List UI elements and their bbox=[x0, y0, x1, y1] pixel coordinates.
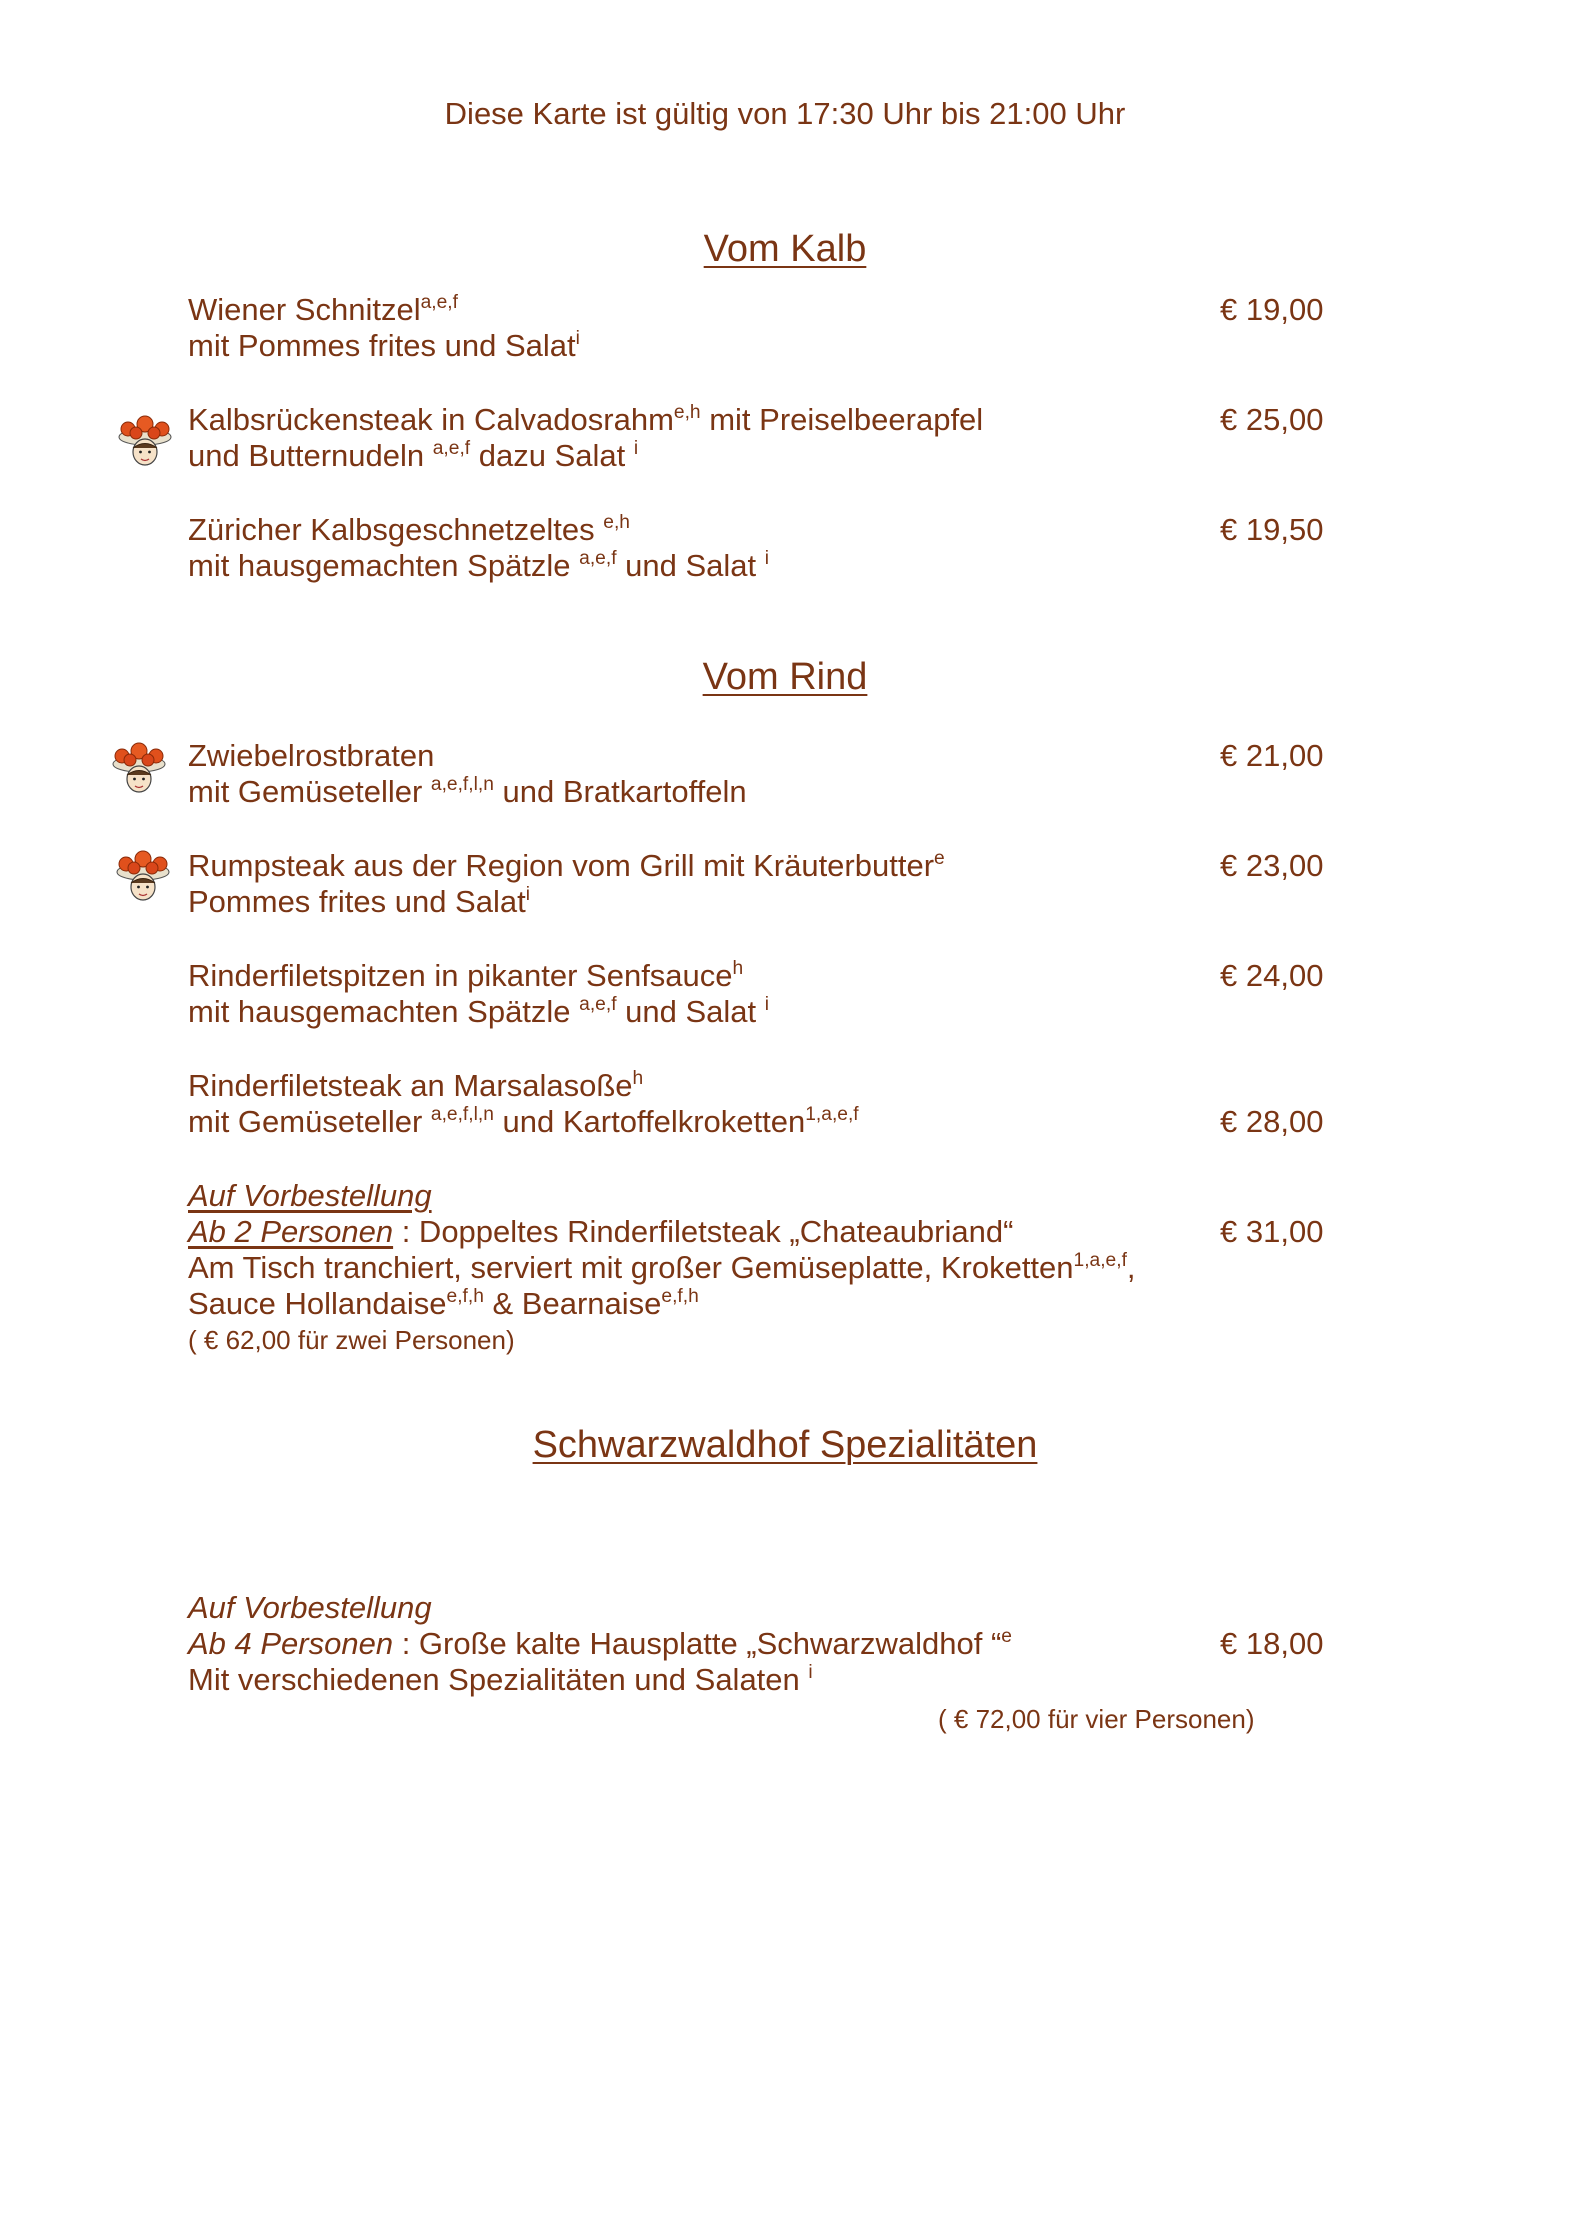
allergen-code: e,h bbox=[603, 512, 630, 534]
item-price: € 25,00 bbox=[1220, 402, 1324, 437]
item-side: mit hausgemachten Spätzle $^{a,e,f}$ und Salat $^i$ bbox=[188, 994, 770, 1029]
item-side: mit Gemüseteller $^{a,e,f,l,n}$ und Kartoffelkroketten$^{1,a,e,f}$ bbox=[188, 1104, 859, 1139]
allergen-code: i bbox=[764, 548, 770, 570]
allergen-code: a,e,f bbox=[579, 548, 617, 570]
allergen-code: a,e,f bbox=[420, 292, 458, 314]
persons-label: Ab 4 Personen bbox=[188, 1626, 394, 1661]
allergen-code: a,e,f,l,n bbox=[430, 774, 494, 796]
item-price: € 19,00 bbox=[1220, 292, 1324, 327]
item-name: Kalbsrückensteak in Calvadosrahm$^{e,h}$ mit Preiselbeerapfel bbox=[188, 402, 984, 437]
item-side: mit hausgemachten Spätzle $^{a,e,f}$ und Salat $^i$ bbox=[188, 548, 770, 583]
item-price: € 18,00 bbox=[1220, 1626, 1324, 1661]
group-price-note: ( € 72,00 für vier Personen) bbox=[938, 1704, 1255, 1734]
allergen-code: h bbox=[732, 958, 744, 980]
item-side: Pommes frites und Salat$^i$ bbox=[188, 884, 530, 919]
allergen-code: i bbox=[808, 1662, 813, 1684]
item-price: € 28,00 bbox=[1220, 1104, 1324, 1139]
bollenhut-icon bbox=[116, 415, 174, 469]
item-name: Rinderfiletspitzen in pikanter Senfsauce$^h$ bbox=[188, 958, 744, 993]
item-description: Am Tisch tranchiert, serviert mit großer Gemüseplatte, Kroketten$^{1,a,e,f}$, bbox=[188, 1250, 1136, 1285]
item-name: Züricher Kalbsgeschnetzeltes $^{e,h}$ bbox=[188, 512, 630, 547]
preorder-label: Auf Vorbestellung bbox=[188, 1178, 432, 1213]
allergen-code: i bbox=[633, 438, 639, 460]
allergen-code: e bbox=[1001, 1626, 1012, 1648]
allergen-code: e,f,h bbox=[661, 1286, 699, 1308]
item-name: Rinderfiletsteak an Marsalasoße$^h$ bbox=[188, 1068, 644, 1103]
persons-label: Ab 2 Personen bbox=[188, 1214, 394, 1249]
item-price: € 19,50 bbox=[1220, 512, 1324, 547]
allergen-code: a,e,f bbox=[579, 994, 617, 1016]
allergen-code: e,f,h bbox=[446, 1286, 484, 1308]
item-price: € 24,00 bbox=[1220, 958, 1324, 993]
section-title-kalb: Vom Kalb bbox=[703, 228, 867, 270]
allergen-code: h bbox=[632, 1068, 644, 1090]
section-title-rind: Vom Rind bbox=[702, 656, 868, 698]
item-price: € 21,00 bbox=[1220, 738, 1324, 773]
allergen-code: a,e,f bbox=[432, 438, 471, 460]
item-name: Ab 4 Personen : Große kalte Hausplatte „Schwarzwaldhof “$^e$ bbox=[188, 1626, 1012, 1661]
bollenhut-icon bbox=[110, 742, 168, 796]
allergen-code: i bbox=[525, 884, 530, 906]
item-side: Mit verschiedenen Spezialitäten und Salaten $^i$ bbox=[188, 1662, 813, 1697]
allergen-code: a,e,f,l,n bbox=[430, 1104, 494, 1126]
item-side: und Butternudeln $^{a,e,f}$ dazu Salat $^i$ bbox=[188, 438, 639, 473]
allergen-code: 1,a,e,f bbox=[1073, 1250, 1127, 1272]
item-description: Sauce Hollandaise$^{e,f,h}$ & Bearnaise$^{e,f,h}$ bbox=[188, 1286, 699, 1321]
allergen-code: i bbox=[575, 328, 580, 350]
allergen-code: i bbox=[764, 994, 770, 1016]
item-name: Rumpsteak aus der Region vom Grill mit Kräuterbutter$^e$ bbox=[188, 848, 945, 883]
preorder-label: Auf Vorbestellung bbox=[188, 1590, 432, 1625]
allergen-code: e,h bbox=[673, 402, 701, 424]
allergen-code: e bbox=[934, 848, 945, 870]
item-side: mit Pommes frites und Salat$^i$ bbox=[188, 328, 580, 363]
item-name: Zwiebelrostbraten bbox=[188, 738, 435, 773]
item-price: € 31,00 bbox=[1220, 1214, 1324, 1249]
item-price: € 23,00 bbox=[1220, 848, 1324, 883]
item-side: mit Gemüseteller $^{a,e,f,l,n}$ und Bratkartoffeln bbox=[188, 774, 747, 809]
section-title-spezialitaeten: Schwarzwaldhof Spezialitäten bbox=[532, 1424, 1038, 1466]
item-name: Ab 2 Personen : Doppeltes Rinderfiletsteak „Chateaubriand“ bbox=[188, 1214, 1014, 1249]
group-price-note: ( € 62,00 für zwei Personen) bbox=[188, 1325, 515, 1355]
validity-note: Diese Karte ist gültig von 17:30 Uhr bis 21:00 Uhr bbox=[444, 96, 1126, 131]
bollenhut-icon bbox=[114, 850, 172, 904]
allergen-code: 1,a,e,f bbox=[805, 1104, 859, 1126]
item-name: Wiener Schnitzel$^{a,e,f}$ bbox=[188, 292, 458, 327]
